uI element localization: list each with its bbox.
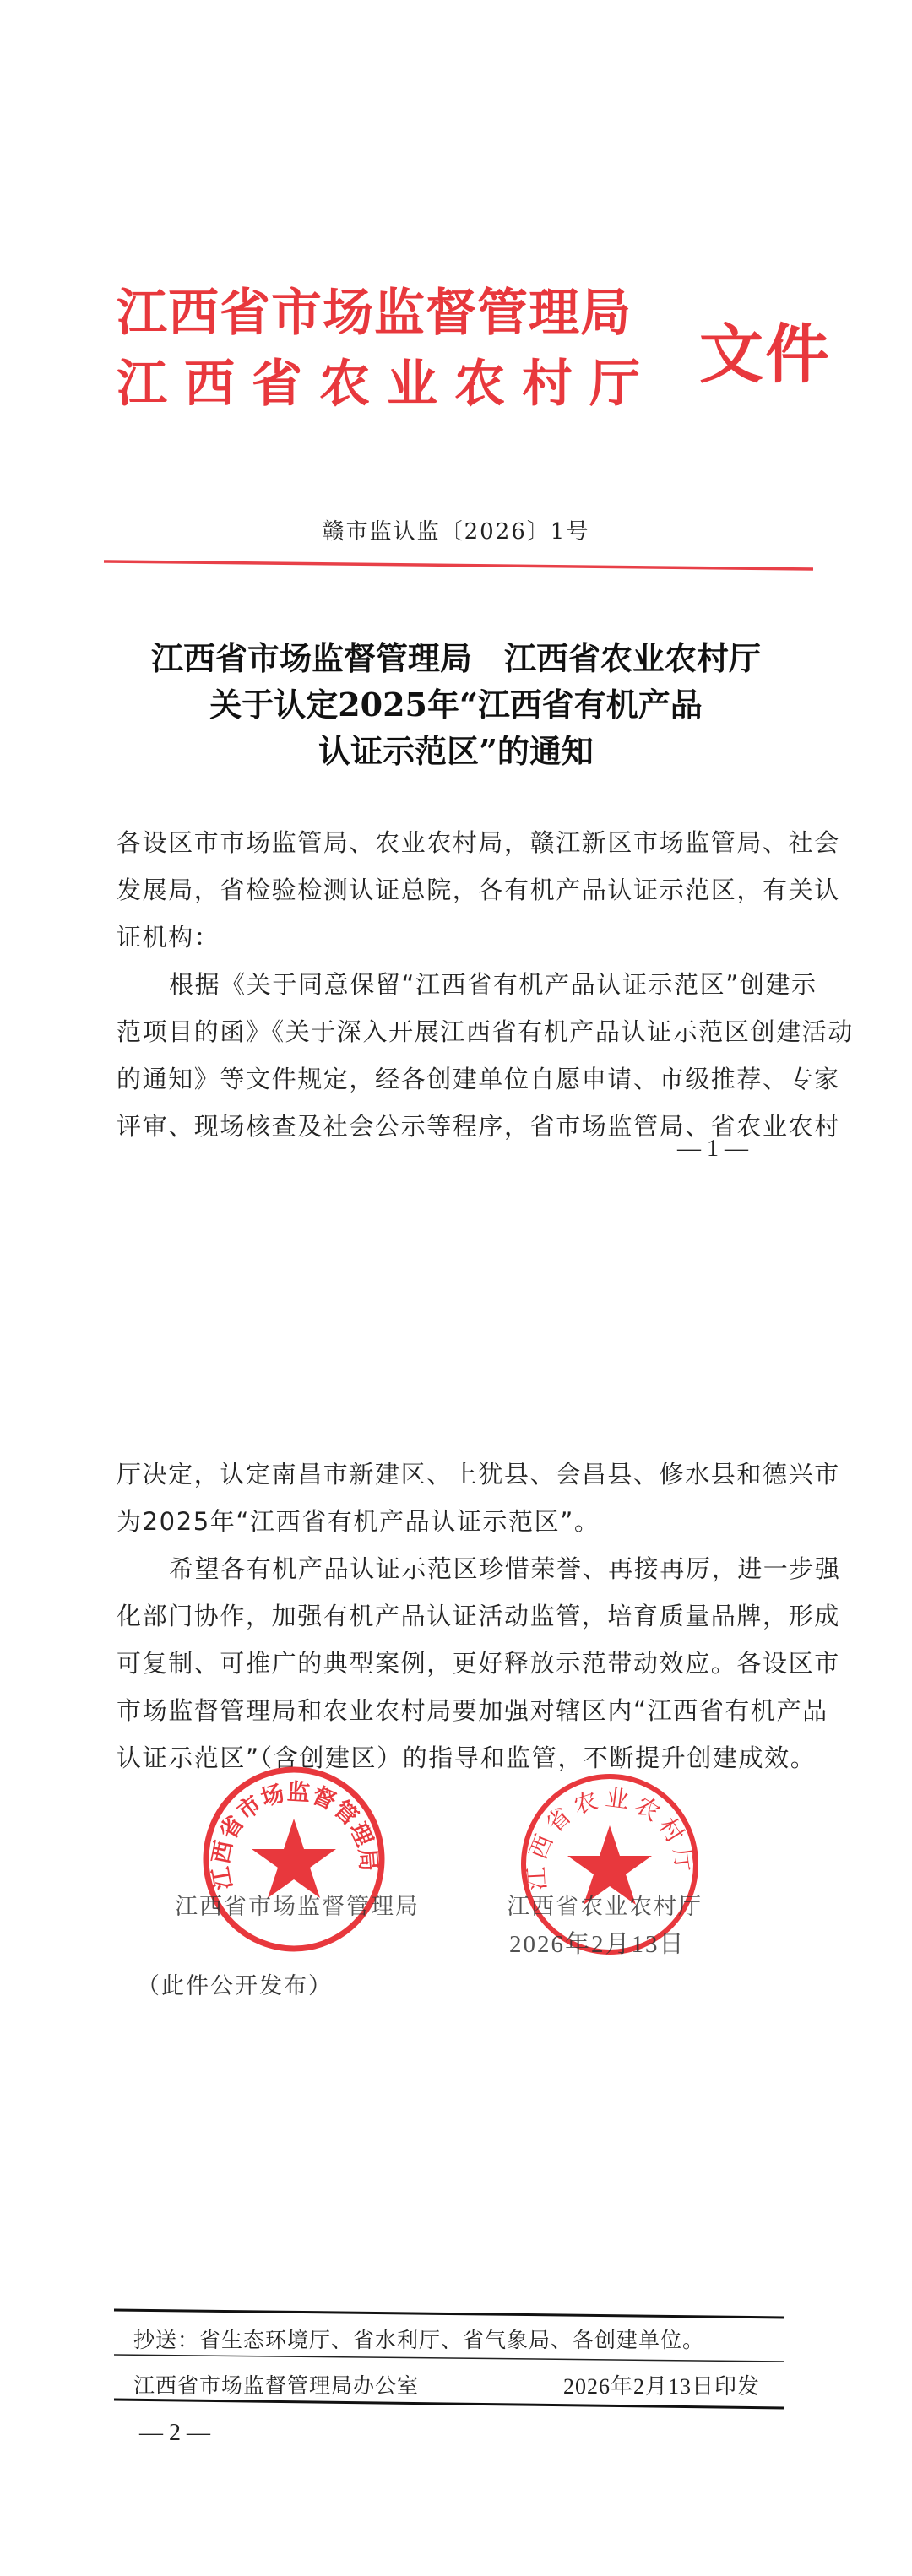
paragraph-line: 可复制、可推广的典型案例，更好释放示范带动效应。各设区市 [117,1649,840,1678]
signature-agriculture: 江西省农业农村厅 [507,1894,703,1920]
cc-line [133,2324,704,2354]
paragraph-line: 化部门协作，加强有机产品认证活动监管，培育质量品牌，形成 [117,1602,840,1630]
paragraph-line: 厅决定，认定南昌市新建区、上犹县、会昌县、修水县和德兴市 [117,1460,840,1489]
issue-date: 2026年2月13日印发 [563,2374,761,2399]
document-title [0,635,912,774]
title-line-2: 关于认定2025年“江西省有机产品 [209,686,703,724]
masthead-agency-2: 江西省农业农村厅 [117,355,657,414]
page-number-2: — 2 — [139,2420,210,2446]
addressees-line: 证机构： [117,923,220,952]
public-release-note: （此件公开发布） [137,1973,333,1999]
masthead [117,283,831,426]
seal-left-text: 江西省市场监督管理局 [208,1779,382,1892]
paragraph-2 [117,1545,841,1782]
paragraph-1 [117,961,854,1150]
paragraph-line: 为2025年“江西省有机产品认证示范区”。 [117,1507,600,1536]
issuing-office: 江西省市场监督管理局办公室 [133,2373,420,2398]
addressees-line: 各设区市市场监管局、农业农村局，赣江新区市场监管局、社会 [117,828,840,857]
signature-market-regulation: 江西省市场监督管理局 [175,1894,420,1920]
seal-right-text: 江西省农业农村厅 [522,1783,700,1891]
masthead-agency-1: 江西省市场监督管理局 [117,284,632,343]
addressees-line: 发展局，省检验检测认证总院，各有机产品认证示范区，有关认 [117,876,840,904]
paragraph-1-continued [117,1451,840,1545]
paragraph-line: 评审、现场核查及社会公示等程序，省市场监管局、省农业农村 [117,1112,840,1141]
paragraph-line: 范项目的函》《关于深入开展江西省有机产品认证示范区创建活动 [117,1017,854,1046]
title-line-1: 江西省市场监督管理局 江西省农业农村厅 [150,639,761,677]
cc-recipients: 省生态环境厅、省水利厅、省气象局、各创建单位。 [199,2328,705,2352]
document-number: 赣市监认监〔2026〕1号 [322,519,590,545]
cc-label: 抄送： [133,2328,200,2352]
paragraph-line: 认证示范区”（含创建区）的指导和监管，不断提升创建成效。 [117,1744,817,1772]
paragraph-line: 的通知》等文件规定，经各创建单位自愿申请、市级推荐、专家 [117,1065,840,1093]
paragraph-line: 希望各有机产品认证示范区珍惜荣誉、再接再厉，进一步强 [169,1554,841,1583]
paragraph-line: 根据《关于同意保留“江西省有机产品认证示范区”创建示 [169,970,817,999]
red-separator-line [101,557,819,574]
addressees [117,819,840,961]
star-icon [252,1819,336,1898]
title-line-3: 认证示范区”的通知 [318,732,594,770]
official-seal-market-regulation [201,1766,387,1952]
page-number-1: — 1 — [677,1136,748,1162]
masthead-suffix: 文件 [699,317,831,392]
signature-date: 2026年2月13日 [509,1931,686,1958]
paragraph-line: 市场监督管理局和农业农村局要加强对辖区内“江西省有机产品 [117,1696,828,1725]
